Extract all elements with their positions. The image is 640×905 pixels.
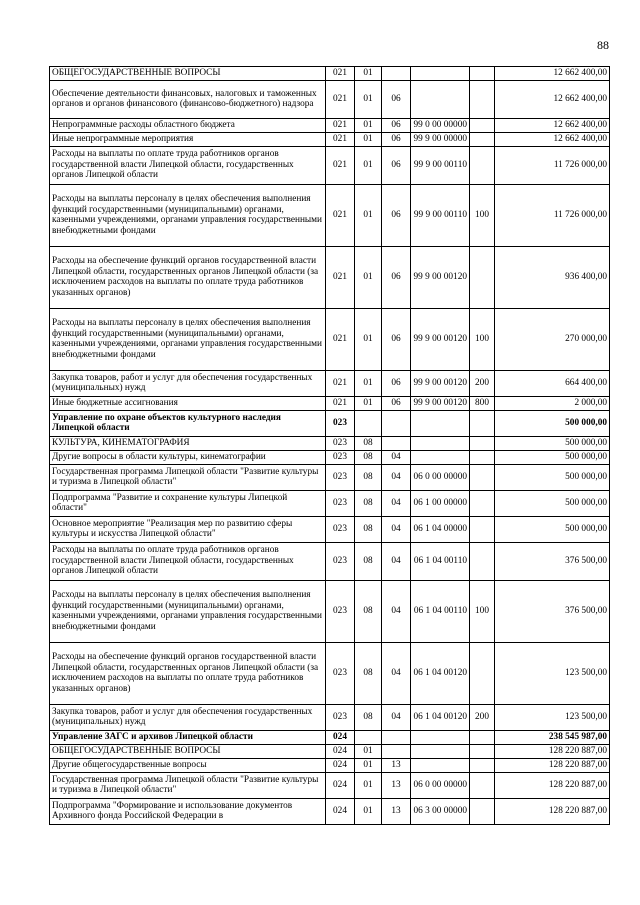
row-sum: 936 400,00 xyxy=(495,246,610,308)
row-code: 021 xyxy=(326,132,355,146)
row-article: 06 1 00 00000 xyxy=(411,490,470,516)
row-article xyxy=(411,410,470,436)
row-expense-type xyxy=(470,80,495,118)
row-article: 99 9 00 00120 xyxy=(411,246,470,308)
row-code: 024 xyxy=(326,744,355,758)
row-section xyxy=(355,410,382,436)
row-code: 023 xyxy=(326,450,355,464)
table-row xyxy=(50,118,610,132)
row-code: 023 xyxy=(326,704,355,730)
row-sum: 128 220 887,00 xyxy=(495,772,610,798)
row-expense-type xyxy=(470,464,495,490)
row-expense-type xyxy=(470,132,495,146)
row-code: 021 xyxy=(326,146,355,184)
row-section: 01 xyxy=(355,132,382,146)
row-expense-type xyxy=(470,772,495,798)
row-article: 99 9 00 00120 xyxy=(411,308,470,370)
row-subsection: 04 xyxy=(382,704,411,730)
table-row xyxy=(50,67,610,81)
table-row xyxy=(50,490,610,516)
row-code: 024 xyxy=(326,730,355,744)
row-article xyxy=(411,758,470,772)
page-number: 88 xyxy=(597,38,609,52)
row-subsection: 04 xyxy=(382,464,411,490)
row-subsection: 04 xyxy=(382,542,411,580)
row-name: Другие вопросы в области культуры, кинематографии xyxy=(50,450,326,464)
row-expense-type: 100 xyxy=(470,308,495,370)
row-expense-type: 100 xyxy=(470,580,495,642)
row-code: 023 xyxy=(326,410,355,436)
row-subsection: 06 xyxy=(382,308,411,370)
row-code: 023 xyxy=(326,490,355,516)
row-section: 01 xyxy=(355,370,382,396)
row-code: 024 xyxy=(326,758,355,772)
row-article: 06 1 04 00000 xyxy=(411,516,470,542)
row-article: 06 1 04 00110 xyxy=(411,542,470,580)
row-name: Иные бюджетные ассигнования xyxy=(50,396,326,410)
row-article: 99 0 00 00000 xyxy=(411,118,470,132)
table-row xyxy=(50,246,610,308)
row-expense-type: 200 xyxy=(470,370,495,396)
row-subsection: 06 xyxy=(382,146,411,184)
row-section: 08 xyxy=(355,436,382,450)
row-name: Расходы на выплаты по оплате труда работников органов государственной власти Липецкой области, государственных органов Липецкой области xyxy=(50,146,326,184)
row-expense-type xyxy=(470,744,495,758)
table-row xyxy=(50,516,610,542)
row-section: 01 xyxy=(355,772,382,798)
row-sum: 12 662 400,00 xyxy=(495,67,610,81)
row-expense-type xyxy=(470,436,495,450)
row-article xyxy=(411,744,470,758)
row-expense-type xyxy=(470,67,495,81)
row-sum: 11 726 000,00 xyxy=(495,146,610,184)
row-section: 01 xyxy=(355,396,382,410)
row-name: Непрограммные расходы областного бюджета xyxy=(50,118,326,132)
row-sum: 128 220 887,00 xyxy=(495,744,610,758)
row-name: КУЛЬТУРА, КИНЕМАТОГРАФИЯ xyxy=(50,436,326,450)
table-row xyxy=(50,758,610,772)
row-article: 99 9 00 00120 xyxy=(411,396,470,410)
row-expense-type xyxy=(470,642,495,704)
row-code: 021 xyxy=(326,396,355,410)
row-subsection: 06 xyxy=(382,184,411,246)
row-section: 08 xyxy=(355,704,382,730)
row-name: Государственная программа Липецкой области "Развитие культуры и туризма в Липецкой области" xyxy=(50,464,326,490)
row-subsection xyxy=(382,744,411,758)
row-name: Закупка товаров, работ и услуг для обеспечения государственных (муниципальных) нужд xyxy=(50,370,326,396)
row-section: 01 xyxy=(355,67,382,81)
row-expense-type xyxy=(470,146,495,184)
table-row xyxy=(50,146,610,184)
row-name: Подпрограмма "Развитие и сохранение культуры Липецкой области" xyxy=(50,490,326,516)
row-code: 021 xyxy=(326,67,355,81)
row-article: 06 0 00 00000 xyxy=(411,464,470,490)
row-section: 08 xyxy=(355,450,382,464)
row-section: 01 xyxy=(355,146,382,184)
row-section: 01 xyxy=(355,744,382,758)
row-code: 023 xyxy=(326,542,355,580)
table-row xyxy=(50,730,610,744)
row-code: 021 xyxy=(326,370,355,396)
row-name: Расходы на обеспечение функций органов государственной власти Липецкой области, государственных органов Липецкой области (за исключением расходов на выплаты по оплате труда работников указанных органов) xyxy=(50,642,326,704)
row-sum: 11 726 000,00 xyxy=(495,184,610,246)
row-code: 024 xyxy=(326,798,355,824)
row-name: Иные непрограммные мероприятия xyxy=(50,132,326,146)
row-subsection: 13 xyxy=(382,758,411,772)
row-sum: 270 000,00 xyxy=(495,308,610,370)
row-sum: 12 662 400,00 xyxy=(495,132,610,146)
table-row xyxy=(50,772,610,798)
table-row xyxy=(50,436,610,450)
row-expense-type xyxy=(470,410,495,436)
row-code: 023 xyxy=(326,516,355,542)
row-sum: 376 500,00 xyxy=(495,542,610,580)
table-row xyxy=(50,744,610,758)
row-sum: 500 000,00 xyxy=(495,490,610,516)
row-section: 08 xyxy=(355,580,382,642)
row-article: 99 9 00 00110 xyxy=(411,146,470,184)
row-article: 06 3 00 00000 xyxy=(411,798,470,824)
row-article: 99 9 00 00000 xyxy=(411,132,470,146)
row-subsection: 06 xyxy=(382,370,411,396)
row-code: 023 xyxy=(326,580,355,642)
row-sum: 123 500,00 xyxy=(495,704,610,730)
row-code: 021 xyxy=(326,118,355,132)
row-section: 01 xyxy=(355,118,382,132)
row-code: 021 xyxy=(326,184,355,246)
row-sum: 500 000,00 xyxy=(495,516,610,542)
row-name: Управление ЗАГС и архивов Липецкой области xyxy=(50,730,326,744)
row-code: 023 xyxy=(326,464,355,490)
row-name: Расходы на выплаты персоналу в целях обеспечения выполнения функций государственными (муниципальными) органами, казенными учреждениями, органами управления государственными внебюджетными фондами xyxy=(50,184,326,246)
table-row xyxy=(50,542,610,580)
row-subsection: 04 xyxy=(382,642,411,704)
row-code: 023 xyxy=(326,436,355,450)
row-section: 01 xyxy=(355,758,382,772)
row-article: 99 9 00 00120 xyxy=(411,370,470,396)
row-code: 021 xyxy=(326,80,355,118)
table-row xyxy=(50,798,610,824)
row-name: Управление по охране объектов культурного наследия Липецкой области xyxy=(50,410,326,436)
row-sum: 500 000,00 xyxy=(495,436,610,450)
row-expense-type xyxy=(470,450,495,464)
row-code: 024 xyxy=(326,772,355,798)
row-name: Государственная программа Липецкой области "Развитие культуры и туризма в Липецкой области" xyxy=(50,772,326,798)
row-subsection: 04 xyxy=(382,580,411,642)
row-name: Другие общегосударственные вопросы xyxy=(50,758,326,772)
row-article xyxy=(411,67,470,81)
row-section: 08 xyxy=(355,516,382,542)
row-subsection: 06 xyxy=(382,80,411,118)
table-row xyxy=(50,642,610,704)
row-name: ОБЩЕГОСУДАРСТВЕННЫЕ ВОПРОСЫ xyxy=(50,67,326,81)
row-subsection: 04 xyxy=(382,450,411,464)
row-article: 06 1 04 00120 xyxy=(411,704,470,730)
row-expense-type: 100 xyxy=(470,184,495,246)
row-sum: 12 662 400,00 xyxy=(495,118,610,132)
row-article: 06 1 04 00110 xyxy=(411,580,470,642)
row-section: 08 xyxy=(355,642,382,704)
row-section: 08 xyxy=(355,542,382,580)
row-expense-type xyxy=(470,490,495,516)
table-row xyxy=(50,704,610,730)
row-name: Расходы на выплаты персоналу в целях обеспечения выполнения функций государственными (муниципальными) органами, казенными учреждениями, органами управления государственными внебюджетными фондами xyxy=(50,580,326,642)
row-name: Расходы на выплаты по оплате труда работников органов государственной власти Липецкой области, государственных органов Липецкой области xyxy=(50,542,326,580)
table-body xyxy=(50,67,610,825)
row-expense-type xyxy=(470,730,495,744)
row-subsection xyxy=(382,67,411,81)
row-article xyxy=(411,450,470,464)
table-row xyxy=(50,80,610,118)
row-code: 021 xyxy=(326,308,355,370)
row-subsection xyxy=(382,730,411,744)
row-name: Основное мероприятие "Реализация мер по развитию сферы культуры и искусства Липецкой области" xyxy=(50,516,326,542)
row-expense-type: 200 xyxy=(470,704,495,730)
row-article: 99 9 00 00110 xyxy=(411,184,470,246)
table-row xyxy=(50,308,610,370)
row-code: 021 xyxy=(326,246,355,308)
row-subsection: 06 xyxy=(382,246,411,308)
row-subsection xyxy=(382,410,411,436)
table-row xyxy=(50,580,610,642)
row-sum: 12 662 400,00 xyxy=(495,80,610,118)
row-section: 01 xyxy=(355,80,382,118)
row-subsection: 13 xyxy=(382,772,411,798)
row-section: 08 xyxy=(355,464,382,490)
row-sum: 2 000,00 xyxy=(495,396,610,410)
row-section: 01 xyxy=(355,184,382,246)
row-article: 06 0 00 00000 xyxy=(411,772,470,798)
row-subsection: 04 xyxy=(382,516,411,542)
row-expense-type xyxy=(470,758,495,772)
row-expense-type: 800 xyxy=(470,396,495,410)
row-sum: 500 000,00 xyxy=(495,410,610,436)
row-sum: 238 545 987,00 xyxy=(495,730,610,744)
row-article xyxy=(411,436,470,450)
row-expense-type xyxy=(470,542,495,580)
row-code: 023 xyxy=(326,642,355,704)
row-subsection xyxy=(382,436,411,450)
table-row xyxy=(50,184,610,246)
row-section: 01 xyxy=(355,246,382,308)
row-sum: 500 000,00 xyxy=(495,464,610,490)
table-row xyxy=(50,132,610,146)
row-name: Расходы на выплаты персоналу в целях обеспечения выполнения функций государственными (муниципальными) органами, казенными учреждениями, органами управления государственными внебюджетными фондами xyxy=(50,308,326,370)
row-subsection: 04 xyxy=(382,490,411,516)
table-row xyxy=(50,450,610,464)
row-section xyxy=(355,730,382,744)
row-subsection: 06 xyxy=(382,132,411,146)
row-section: 01 xyxy=(355,798,382,824)
row-name: Закупка товаров, работ и услуг для обеспечения государственных (муниципальных) нужд xyxy=(50,704,326,730)
row-sum: 128 220 887,00 xyxy=(495,758,610,772)
table-row xyxy=(50,410,610,436)
row-article xyxy=(411,80,470,118)
row-name: Расходы на обеспечение функций органов государственной власти Липецкой области, государственных органов Липецкой области (за исключением расходов на выплаты по оплате труда работников указанных органов) xyxy=(50,246,326,308)
row-article: 06 1 04 00120 xyxy=(411,642,470,704)
row-subsection: 06 xyxy=(382,118,411,132)
row-expense-type xyxy=(470,516,495,542)
row-section: 01 xyxy=(355,308,382,370)
row-expense-type xyxy=(470,246,495,308)
table-row xyxy=(50,396,610,410)
table-row xyxy=(50,370,610,396)
row-article xyxy=(411,730,470,744)
row-subsection: 06 xyxy=(382,396,411,410)
row-name: ОБЩЕГОСУДАРСТВЕННЫЕ ВОПРОСЫ xyxy=(50,744,326,758)
table-row xyxy=(50,464,610,490)
row-name: Обеспечение деятельности финансовых, налоговых и таможенных органов и органов финансового (финансово-бюджетного) надзора xyxy=(50,80,326,118)
row-section: 08 xyxy=(355,490,382,516)
row-sum: 376 500,00 xyxy=(495,580,610,642)
row-sum: 664 400,00 xyxy=(495,370,610,396)
row-expense-type xyxy=(470,118,495,132)
row-subsection: 13 xyxy=(382,798,411,824)
row-sum: 500 000,00 xyxy=(495,450,610,464)
budget-table xyxy=(49,66,610,825)
row-sum: 128 220 887,00 xyxy=(495,798,610,824)
row-sum: 123 500,00 xyxy=(495,642,610,704)
row-expense-type xyxy=(470,798,495,824)
row-name: Подпрограмма "Формирование и использование документов Архивного фонда Российской Федерации в xyxy=(50,798,326,824)
